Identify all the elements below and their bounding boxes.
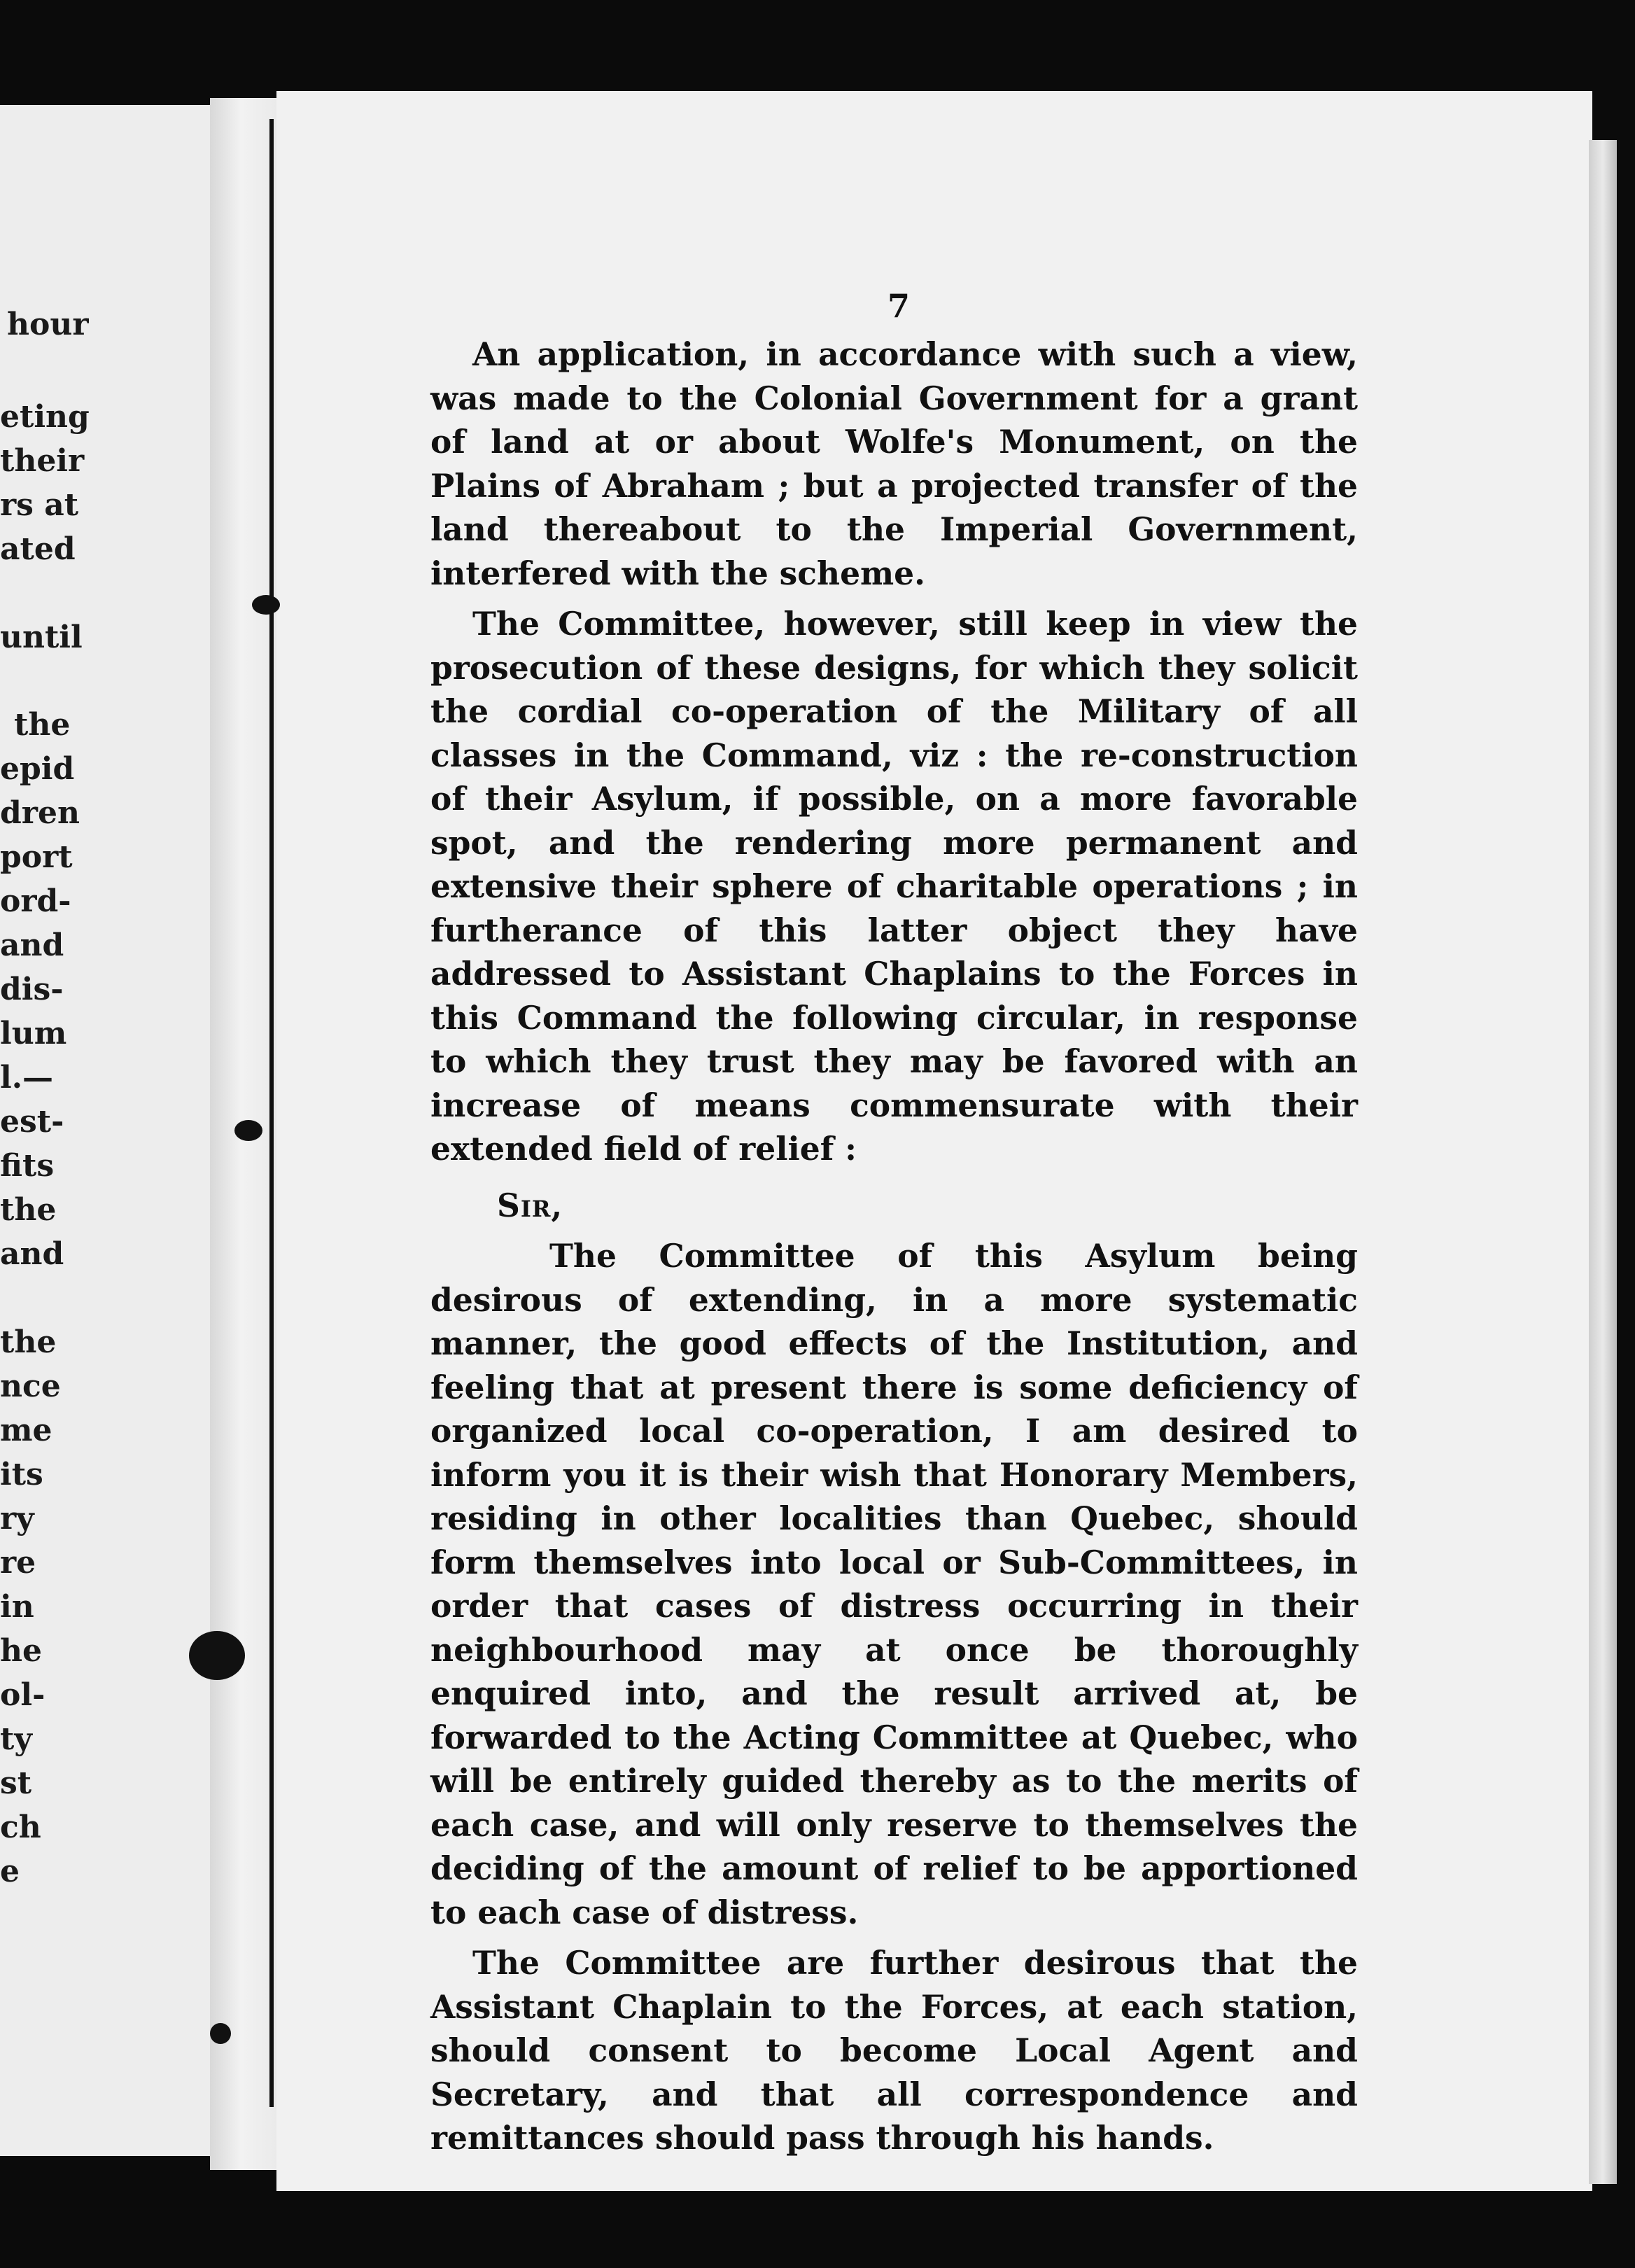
left-fragment: ord-: [0, 883, 71, 919]
left-fragment: and: [0, 1236, 64, 1272]
binding-knot: [189, 1631, 245, 1680]
left-fragment: eting: [0, 399, 90, 435]
left-fragment: me: [0, 1413, 52, 1448]
left-fragment: the: [0, 1192, 57, 1228]
left-fragment: ry: [0, 1501, 34, 1536]
letter-paragraph: The Committee of this Asylum being desirous of extending, in a more systematic manner, the good effects of the Institution, and feeling that at present there is some deficiency of organized local co-operation, I am desired to inform you it is their wish that Honorary Members, residing in other localities than Quebec, should form themselves into local or Sub-Committees, in order that cases of distress occurring in their neighbourhood may at once be thoroughly enquired into, and the result arrived at, be forwarded to the Acting Committee at Quebec, who will be entirely guided thereby as to the merits of each case, and will only reserve to themselves the deciding of the amount of relief to be apportioned to each case of distress.: [430, 1237, 1358, 1931]
left-fragment: fits: [0, 1148, 55, 1184]
left-fragment: st: [0, 1765, 32, 1801]
left-fragment: in: [0, 1589, 34, 1625]
left-fragment: until: [0, 620, 83, 655]
left-fragment: ty: [0, 1721, 32, 1757]
letter-paragraph: The Committee are further desirous that the Assistant Chaplain to the Forces, at each station, should consent to become Local Agent and Secretary, and that all correspondence and remittances should pass through his hands.: [430, 1944, 1358, 2157]
left-fragment: l.—: [0, 1060, 54, 1096]
left-fragment: the: [0, 1324, 57, 1360]
left-fragment: re: [0, 1545, 36, 1581]
binding-knot: [210, 2023, 231, 2044]
left-fragment: its: [0, 1457, 43, 1492]
left-fragment: the: [14, 707, 71, 743]
paragraph: The Committee, however, still keep in view the prosecution of these designs, for which they solicit the cordial co-operation of the Military of all classes in the Command, viz : the re-construction of their Asylum, if possible, on a more favorable spot, and the rendering more permanent and extensive their sphere of charitable operations ; in furtherance of this latter object they have addressed to Assistant Chaplains to the Forces in this Command the following circular, in response to which they trust they may be favored with an increase of means commensurate with their extended field of relief :: [430, 605, 1358, 1168]
page-edge: [1589, 140, 1617, 2184]
left-fragment: ated: [0, 531, 76, 567]
left-fragment: ol-: [0, 1677, 45, 1713]
binding-knot: [252, 595, 280, 615]
left-fragment: lum: [0, 1016, 67, 1051]
binding-thread: [269, 119, 274, 2107]
left-fragment: e: [0, 1854, 20, 1889]
binding-knot: [234, 1120, 262, 1141]
left-fragment: epid: [0, 751, 75, 787]
salutation: Sir,: [497, 1186, 563, 1224]
left-fragment: nce: [0, 1368, 61, 1404]
left-fragment: ch: [0, 1809, 41, 1845]
left-fragment: rs at: [0, 487, 79, 523]
left-fragment: hour: [7, 307, 89, 342]
body-text: [430, 276, 1358, 2160]
left-fragment: dis-: [0, 972, 64, 1007]
left-fragment: dren: [0, 795, 80, 831]
left-fragment: est-: [0, 1104, 64, 1140]
paragraph: An application, in accordance with such a view, was made to the Colonial Government for a grant of land at or about Wolfe's Monument, on the Plains of Abraham ; but a projected transfer of the land thereabout to the Imperial Government, interfered with the scheme.: [430, 335, 1358, 592]
left-fragment: port: [0, 839, 73, 875]
page-number: 7: [887, 287, 911, 325]
left-fragment: and: [0, 927, 64, 963]
left-fragment: their: [0, 443, 85, 479]
left-fragment: he: [0, 1633, 42, 1669]
